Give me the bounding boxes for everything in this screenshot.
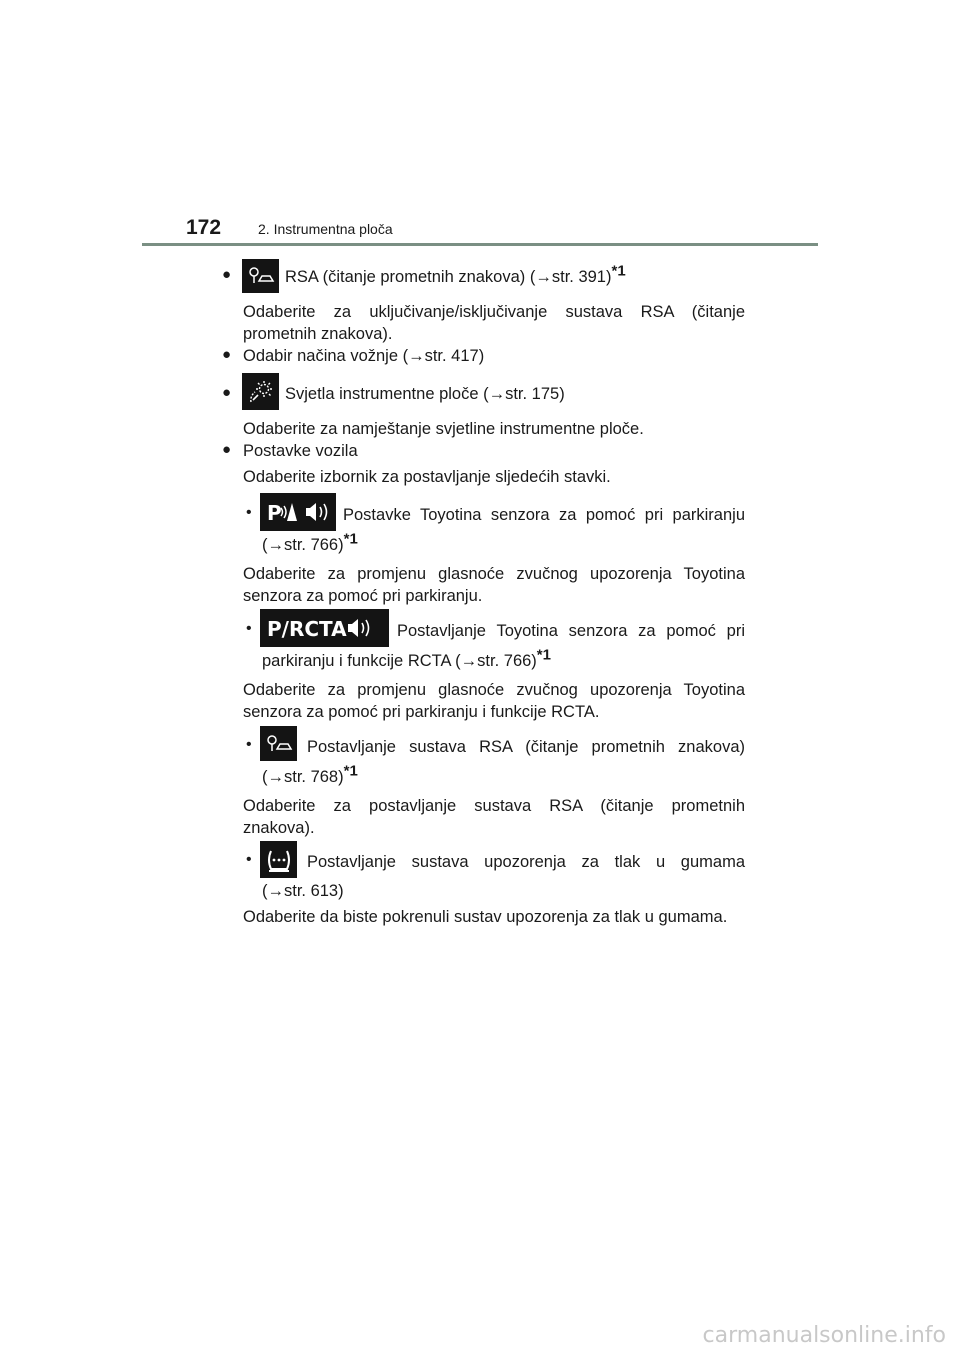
bullet: ●: [222, 441, 232, 458]
parking-sensor-volume-icon: [260, 493, 336, 531]
drive-mode-item: Odabir načina vožnje (→str. 417): [243, 347, 485, 365]
tire-pressure-icon: [260, 841, 297, 878]
sub3-heading: Postavljanje sustava RSA (čitanje prometnih znakova): [307, 738, 745, 756]
rsa-description: Odaberite za uključivanje/isključivanje sustava RSA (čitanje: [243, 303, 745, 321]
sub2-description: Odaberite za promjenu glasnoće zvučnog upozorenja Toyotina: [243, 681, 745, 699]
sub3-description-cont: znakova).: [243, 819, 315, 837]
vehicle-settings-item: Postavke vozila: [243, 442, 358, 460]
rsa-sign-icon: [260, 726, 297, 761]
bullet: ●: [222, 346, 232, 363]
bullet: ●: [222, 266, 232, 283]
rsa-heading: RSA (čitanje prometnih znakova) (→str. 391)$^{*1}$: [285, 262, 626, 286]
panel-light-description: Odaberite za namještanje svjetline instrumentne ploče.: [243, 420, 644, 438]
panel-light-heading: Svjetla instrumentne ploče (→str. 175): [285, 385, 565, 403]
sub-bullet: •: [246, 620, 252, 637]
header-divider: [142, 243, 818, 246]
sub2-description-cont: senzora za pomoć pri parkiranju i funkcije RCTA.: [243, 703, 600, 721]
watermark: carmanualsonline.info: [702, 1323, 946, 1348]
icon-label: P/RCTA: [266, 617, 347, 641]
sub1-heading-cont: (→str. 766)$^{*1}$: [262, 530, 358, 554]
sub1-heading: Postavke Toyotina senzora za pomoć pri parkiranju: [343, 506, 745, 524]
vehicle-settings-description: Odaberite izbornik za postavljanje sljedećih stavki.: [243, 468, 611, 486]
sub3-description: Odaberite za postavljanje sustava RSA (čitanje prometnih: [243, 797, 745, 815]
svg-text:P: P: [267, 501, 282, 525]
sub2-heading-cont: parkiranju i funkcije RCTA (→str. 766)$^{*1}$: [262, 646, 551, 670]
sub3-heading-cont: (→str. 768)$^{*1}$: [262, 762, 358, 786]
sub4-heading: Postavljanje sustava upozorenja za tlak u gumama: [307, 853, 745, 871]
sub-bullet: •: [246, 736, 252, 753]
sub-bullet: •: [246, 504, 252, 521]
section-title: 2. Instrumentna ploča: [258, 221, 393, 237]
sub2-heading: Postavljanje Toyotina senzora za pomoć pri: [397, 622, 745, 640]
sub4-description: Odaberite da biste pokrenuli sustav upozorenja za tlak u gumama.: [243, 908, 728, 926]
parking-rcta-volume-icon: [260, 609, 389, 647]
panel-brightness-icon: [242, 373, 279, 410]
sub4-heading-cont: (→str. 613): [262, 882, 344, 900]
sub1-description: Odaberite za promjenu glasnoće zvučnog upozorenja Toyotina: [243, 565, 745, 583]
sub-bullet: •: [246, 851, 252, 868]
sub1-description-cont: senzora za pomoć pri parkiranju.: [243, 587, 483, 605]
rsa-sign-icon: [242, 259, 279, 293]
page-number: 172: [186, 216, 222, 239]
bullet: ●: [222, 384, 232, 401]
rsa-description-cont: prometnih znakova).: [243, 325, 393, 343]
